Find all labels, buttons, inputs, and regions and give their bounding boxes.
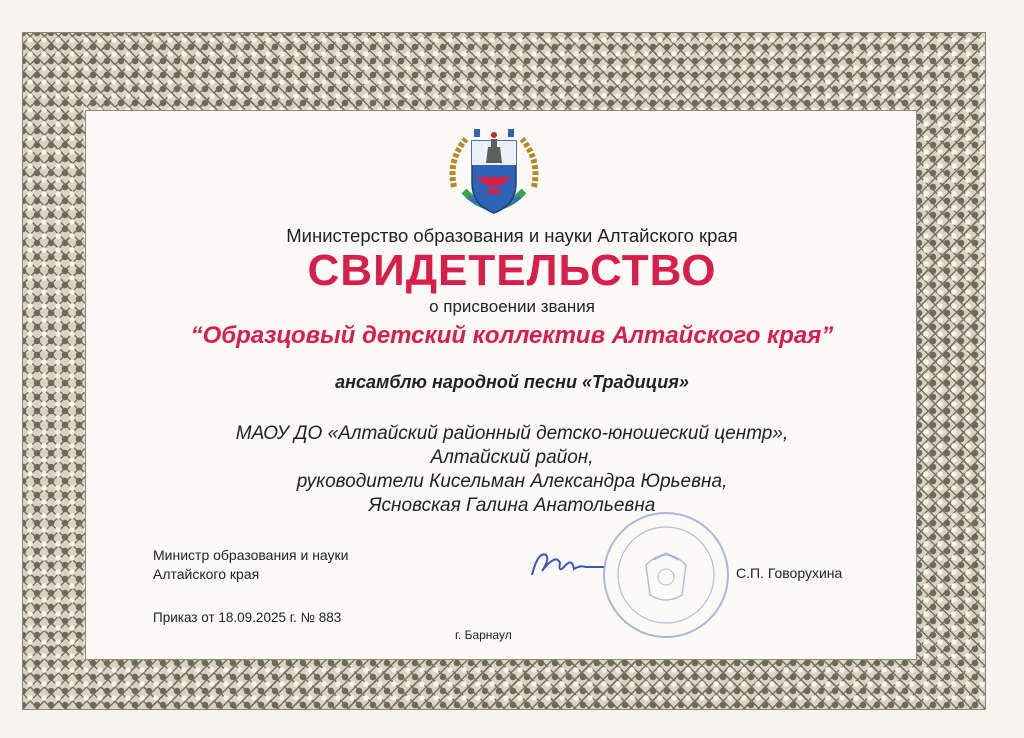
ministry-name: Министерство образования и науки Алтайского края: [286, 225, 738, 246]
ensemble-name: ансамблю народной песни «Традиция»: [335, 372, 689, 392]
org-line: МАОУ ДО «Алтайский районный детско-юношеский центр»,: [235, 423, 789, 444]
seal-stamp-icon: [596, 505, 736, 645]
coat-of-arms-icon: [444, 125, 544, 225]
certificate-title: СВИДЕТЕЛЬСТВО: [307, 246, 717, 295]
org-line: Алтайский район,: [430, 447, 594, 468]
minister-title-line: Министр образования и науки: [153, 547, 349, 563]
minister-title-line: Алтайского края: [153, 566, 260, 582]
honorary-title: “Образцовый детский коллектив Алтайского края”: [190, 322, 834, 349]
minister-title: [153, 546, 349, 584]
org-line: руководители Кисельман Александра Юрьевна,: [296, 471, 728, 492]
org-line: Ясновская Галина Анатольевна: [368, 495, 656, 516]
organization-block: [0, 422, 1024, 518]
order-reference: Приказ от 18.09.2025 г. № 883: [153, 610, 342, 625]
signature-icon: [528, 545, 608, 585]
city-name: г. Барнаул: [455, 628, 512, 642]
certificate-subtitle: о присвоении звания: [429, 297, 595, 316]
minister-name: С.П. Говорухина: [736, 565, 843, 581]
